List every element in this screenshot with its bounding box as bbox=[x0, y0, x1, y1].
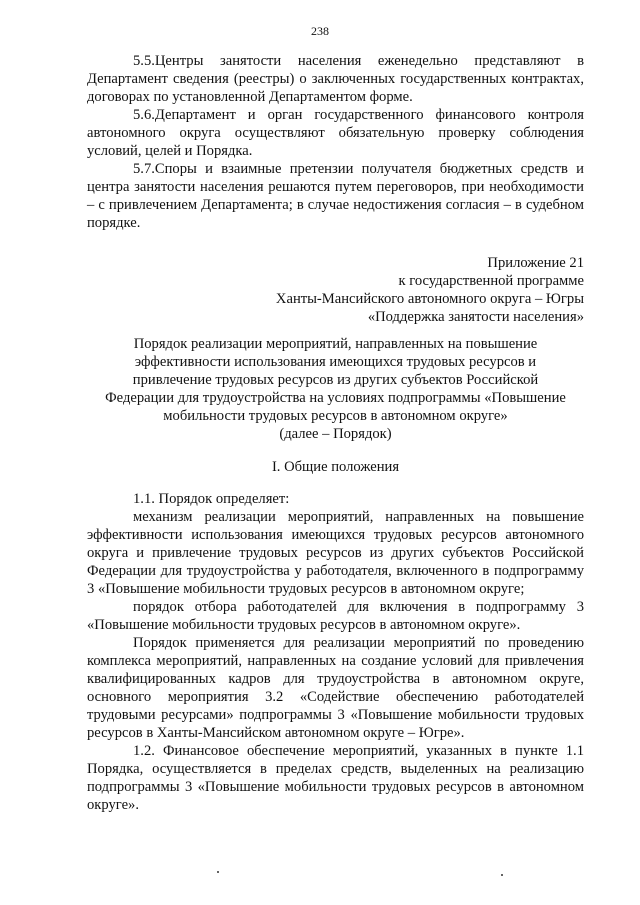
title-line-5: мобильности трудовых ресурсов в автономном округе» bbox=[163, 408, 508, 424]
paragraph-1-1: 1.1. Порядок определяет: bbox=[133, 491, 290, 507]
section-5-block bbox=[87, 52, 584, 232]
scan-speck bbox=[217, 871, 219, 873]
paragraph-mechanism: механизм реализации мероприятий, направленных на повышение эффективности использования имеющихся трудовых ресурсов автономного округа и привлечение трудовых ресурсов из других субъектов Российской Федерации для трудоустройства у работодателя, включенного в подпрограмму 3 «Повышение мобильности трудовых ресурсов в автономном округе; bbox=[87, 509, 584, 597]
paragraph-5-7: 5.7.Споры и взаимные претензии получателя бюджетных средств и центра занятости населения решаются путем переговоров, при необходимости – с привлечением Департамента; в случае недостижения согласия – в судебном порядке. bbox=[87, 161, 584, 231]
title-line-2: эффективности использования имеющихся трудовых ресурсов и bbox=[134, 354, 537, 370]
title-line-4: Федерации для трудоустройства на условиях подпрограммы «Повышение bbox=[105, 390, 566, 406]
document-title bbox=[87, 335, 584, 443]
appendix-line-1: Приложение 21 bbox=[487, 255, 584, 271]
paragraph-selection: порядок отбора работодателей для включения в подпрограмму 3 «Повышение мобильности трудовых ресурсов в автономном округе». bbox=[87, 599, 584, 633]
appendix-line-2: к государственной программе bbox=[398, 273, 584, 289]
paragraph-5-6: 5.6.Департамент и орган государственного финансового контроля автономного округа осуществляют обязательную проверку соблюдения условий, целей и Порядка. bbox=[87, 107, 584, 159]
title-line-6: (далее – Порядок) bbox=[279, 426, 392, 442]
section-1-body bbox=[87, 490, 584, 814]
section-heading: I. Общие положения bbox=[271, 459, 400, 475]
scan-speck bbox=[501, 874, 503, 876]
appendix-header bbox=[87, 254, 584, 326]
title-line-3: привлечение трудовых ресурсов из других субъектов Российской bbox=[132, 372, 539, 388]
paragraph-5-5: 5.5.Центры занятости населения еженедельно представляют в Департамент сведения (реестры) о заключенных государственных контрактах, договорах по установленной Департаментом форме. bbox=[87, 53, 584, 105]
appendix-line-3: Ханты-Мансийского автономного округа – Югры bbox=[275, 291, 584, 307]
appendix-line-4: «Поддержка занятости населения» bbox=[367, 309, 584, 325]
title-line-1: Порядок реализации мероприятий, направленных на повышение bbox=[133, 336, 538, 352]
paragraph-1-2: 1.2. Финансовое обеспечение мероприятий, указанных в пункте 1.1 Порядка, осуществляется в пределах средств, выделенных на реализацию подпрограммы 3 «Повышение мобильности трудовых ресурсов в автономном округе». bbox=[87, 743, 584, 813]
page-number: 238 bbox=[311, 24, 329, 38]
paragraph-application: Порядок применяется для реализации мероприятий по проведению комплекса мероприятий, направленных на создание условий для привлечения квалифицированных кадров для трудоустройства в автономном округе, основного мероприятия 3.2 «Содействие обеспечению работодателей трудовыми ресурсами» подпрограммы 3 «Повышение мобильности трудовых ресурсов в Ханты-Мансийском автономном округе – Югре». bbox=[87, 635, 584, 741]
